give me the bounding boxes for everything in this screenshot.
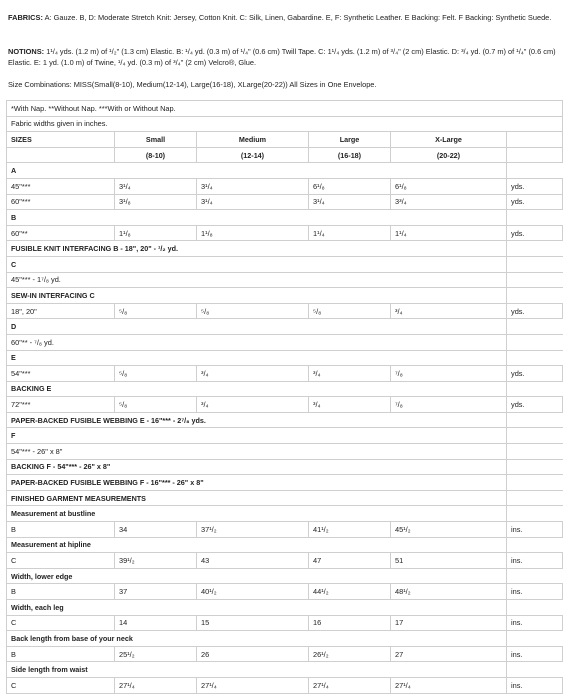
size-small-range: (8-10) [115, 147, 197, 163]
row-unit-blank [507, 490, 563, 506]
section-heading: E [7, 350, 507, 366]
chart-row [7, 210, 563, 226]
chart-row [7, 475, 563, 491]
row-unit: ins. [507, 584, 563, 600]
chart-row [7, 459, 563, 475]
section-heading: FINISHED GARMENT MEASUREMENTS [7, 490, 507, 506]
width-note: Fabric widths given in inches. [7, 116, 563, 132]
value-medium: ³/₄ [197, 397, 309, 413]
value-large: ³/₄ [309, 397, 391, 413]
value-large: ⁵/₈ [309, 303, 391, 319]
section-heading: BACKING F - 54"*** - 26" x 8" [7, 459, 507, 475]
value-medium: 15 [197, 615, 309, 631]
chart-row [7, 662, 563, 678]
row-unit-blank [507, 506, 563, 522]
value-large: 41¹/₂ [309, 522, 391, 538]
chart-row [7, 272, 563, 288]
chart-row [7, 241, 563, 257]
row-unit-blank [507, 600, 563, 616]
row-label: B [7, 584, 115, 600]
row-unit: ins. [507, 646, 563, 662]
row-label: C [7, 677, 115, 693]
value-large: 26¹/₂ [309, 646, 391, 662]
chart-row [7, 584, 563, 600]
sizes-range-row [7, 147, 563, 163]
section-heading: Width, each leg [7, 600, 507, 616]
value-small: 39¹/₂ [115, 553, 197, 569]
value-small: 1¹/₈ [115, 225, 197, 241]
chart-row [7, 334, 563, 350]
value-medium: ⁵/₈ [197, 303, 309, 319]
value-small: ⁵/₈ [115, 366, 197, 382]
row-label: B [7, 522, 115, 538]
value-xlarge: 45¹/₂ [391, 522, 507, 538]
section-heading: SEW-IN INTERFACING C [7, 288, 507, 304]
row-label: C [7, 615, 115, 631]
size-xlarge-range: (20-22) [391, 147, 507, 163]
chart-row [7, 412, 563, 428]
size-large-name: Large [309, 132, 391, 148]
value-xlarge: 3³/₄ [391, 194, 507, 210]
row-unit-blank [507, 288, 563, 304]
row-unit-blank [507, 537, 563, 553]
value-large: 1¹/₄ [309, 225, 391, 241]
section-heading: FUSIBLE KNIT INTERFACING B - 18", 20" - ¹/₂ yd. [7, 241, 507, 257]
row-unit-blank [507, 210, 563, 226]
section-heading: F [7, 428, 507, 444]
value-medium: 40¹/₂ [197, 584, 309, 600]
row-unit-blank [507, 428, 563, 444]
value-large: 27¹/₄ [309, 677, 391, 693]
sizes-name-row [7, 132, 563, 148]
size-xlarge-name: X-Large [391, 132, 507, 148]
row-unit: ins. [507, 677, 563, 693]
sizes-range-blank [7, 147, 115, 163]
section-heading: PAPER-BACKED FUSIBLE WEBBING E - 16"*** - 2⁷/₈ yds. [7, 412, 507, 428]
value-xlarge: 27¹/₄ [391, 677, 507, 693]
value-medium: 3¹/₄ [197, 194, 309, 210]
nap-note: *With Nap. **Without Nap. ***With or Without Nap. [7, 101, 563, 117]
value-xlarge: 51 [391, 553, 507, 569]
section-heading: C [7, 256, 507, 272]
row-unit-blank [507, 662, 563, 678]
chart-row [7, 397, 563, 413]
section-heading: PAPER-BACKED FUSIBLE WEBBING F - 16"*** - 26" x 8" [7, 475, 507, 491]
value-xlarge: ⁷/₈ [391, 397, 507, 413]
value-medium: 37¹/₂ [197, 522, 309, 538]
nap-note-row [7, 101, 563, 117]
chart-row [7, 225, 563, 241]
value-small: 27¹/₄ [115, 677, 197, 693]
row-note: 60"** - ⁷/₈ yd. [7, 334, 507, 350]
chart-row [7, 506, 563, 522]
chart-row [7, 646, 563, 662]
chart-row [7, 163, 563, 179]
section-heading: B [7, 210, 507, 226]
value-large: 16 [309, 615, 391, 631]
value-medium: 1¹/₈ [197, 225, 309, 241]
chart-row [7, 615, 563, 631]
section-heading: Back length from base of your neck [7, 631, 507, 647]
value-xlarge: ⁷/₈ [391, 366, 507, 382]
size-large-range: (16-18) [309, 147, 391, 163]
chart-row [7, 381, 563, 397]
value-xlarge: 48¹/₂ [391, 584, 507, 600]
value-medium: ³/₄ [197, 366, 309, 382]
chart-row [7, 553, 563, 569]
chart-row [7, 319, 563, 335]
section-heading: A [7, 163, 507, 179]
sizes-name-unit-blank [507, 132, 563, 148]
size-medium-name: Medium [197, 132, 309, 148]
value-xlarge: 27 [391, 646, 507, 662]
row-unit: yds. [507, 194, 563, 210]
row-label: 60"** [7, 225, 115, 241]
notions-text [8, 46, 560, 68]
size-small-name: Small [115, 132, 197, 148]
value-xlarge: 6¹/₈ [391, 178, 507, 194]
value-medium: 27¹/₄ [197, 677, 309, 693]
row-unit: ins. [507, 615, 563, 631]
row-unit-blank [507, 475, 563, 491]
row-label: B [7, 646, 115, 662]
value-small: ⁵/₈ [115, 303, 197, 319]
value-medium: 43 [197, 553, 309, 569]
row-unit-blank [507, 568, 563, 584]
notions-label: NOTIONS: [8, 47, 45, 56]
row-unit: yds. [507, 225, 563, 241]
row-unit-blank [507, 272, 563, 288]
row-label: 60"*** [7, 194, 115, 210]
value-small: 34 [115, 522, 197, 538]
value-large: 44¹/₂ [309, 584, 391, 600]
notions-body: 1¹/₄ yds. (1.2 m) of ¹/₂" (1.3 cm) Elastic. B: ¹/₄ yd. (0.3 m) of ¹/₄" (0.6 cm) Twill Tape. C: 1¹/₄ yds. (1.2 m) of ³/₄" (2 cm) Elastic. D: ³/₄ yd. (0.7 m) of ¹/₄" (0.6 cm) Elastic. E: 1 yd. (1.0 m) of Twine, ¹/₄ yd. (0.3 m) of ³/₄" (2 cm) Velcro®, Glue. [8, 47, 556, 67]
chart-row [7, 303, 563, 319]
chart-row [7, 366, 563, 382]
row-note: 54"*** - 26" x 8" [7, 444, 507, 460]
section-heading: D [7, 319, 507, 335]
row-unit-blank [507, 334, 563, 350]
value-small: 25¹/₂ [115, 646, 197, 662]
value-medium: 26 [197, 646, 309, 662]
section-heading: Side length from waist [7, 662, 507, 678]
row-label: 45"*** [7, 178, 115, 194]
value-small: 37 [115, 584, 197, 600]
row-unit: yds. [507, 303, 563, 319]
value-small: 3¹/₈ [115, 194, 197, 210]
value-xlarge: ³/₄ [391, 303, 507, 319]
row-unit-blank [507, 444, 563, 460]
value-large: ³/₄ [309, 366, 391, 382]
chart-row [7, 568, 563, 584]
chart-row [7, 631, 563, 647]
row-unit: ins. [507, 553, 563, 569]
row-unit: yds. [507, 178, 563, 194]
sizes-range-unit-blank [507, 147, 563, 163]
chart-row [7, 288, 563, 304]
chart-row [7, 444, 563, 460]
value-small: 3¹/₄ [115, 178, 197, 194]
value-large: 47 [309, 553, 391, 569]
section-heading: Measurement at bustline [7, 506, 507, 522]
section-heading: Width, lower edge [7, 568, 507, 584]
yardage-chart [6, 100, 563, 694]
row-label: 54"*** [7, 366, 115, 382]
chart-row [7, 490, 563, 506]
row-unit-blank [507, 163, 563, 179]
row-unit-blank [507, 241, 563, 257]
row-unit: ins. [507, 522, 563, 538]
value-large: 6¹/₈ [309, 178, 391, 194]
size-combinations: Size Combinations: MISS(Small(8-10), Medium(12-14), Large(16-18), XLarge(20-22)) All Sizes in One Envelope. [8, 80, 377, 89]
chart-row [7, 428, 563, 444]
value-small: ⁵/₈ [115, 397, 197, 413]
value-medium: 3¹/₄ [197, 178, 309, 194]
chart-row [7, 350, 563, 366]
size-medium-range: (12-14) [197, 147, 309, 163]
fabrics-text [8, 12, 560, 23]
row-unit: yds. [507, 397, 563, 413]
value-small: 14 [115, 615, 197, 631]
chart-row [7, 256, 563, 272]
chart-row [7, 537, 563, 553]
value-xlarge: 1¹/₄ [391, 225, 507, 241]
row-unit-blank [507, 459, 563, 475]
value-xlarge: 17 [391, 615, 507, 631]
row-label: C [7, 553, 115, 569]
section-heading: BACKING E [7, 381, 507, 397]
row-unit-blank [507, 350, 563, 366]
row-unit: yds. [507, 366, 563, 382]
chart-row [7, 178, 563, 194]
width-note-row [7, 116, 563, 132]
chart-row [7, 522, 563, 538]
chart-row [7, 600, 563, 616]
fabrics-body: A: Gauze. B, D: Moderate Stretch Knit: Jersey, Cotton Knit. C: Silk, Linen, Gabardine. E, F: Synthetic Leather. E Backing: Felt. F Backing: Synthetic Suede. [44, 13, 552, 22]
row-unit-blank [507, 381, 563, 397]
sizes-label: SIZES [7, 132, 115, 148]
row-unit-blank [507, 319, 563, 335]
fabrics-label: FABRICS: [8, 13, 43, 22]
row-note: 45"*** - 1⁷/₈ yd. [7, 272, 507, 288]
row-label: 18", 20" [7, 303, 115, 319]
row-unit-blank [507, 631, 563, 647]
row-unit-blank [507, 412, 563, 428]
row-label: 72"*** [7, 397, 115, 413]
value-large: 3¹/₄ [309, 194, 391, 210]
section-heading: Measurement at hipline [7, 537, 507, 553]
row-unit-blank [507, 256, 563, 272]
chart-row [7, 194, 563, 210]
